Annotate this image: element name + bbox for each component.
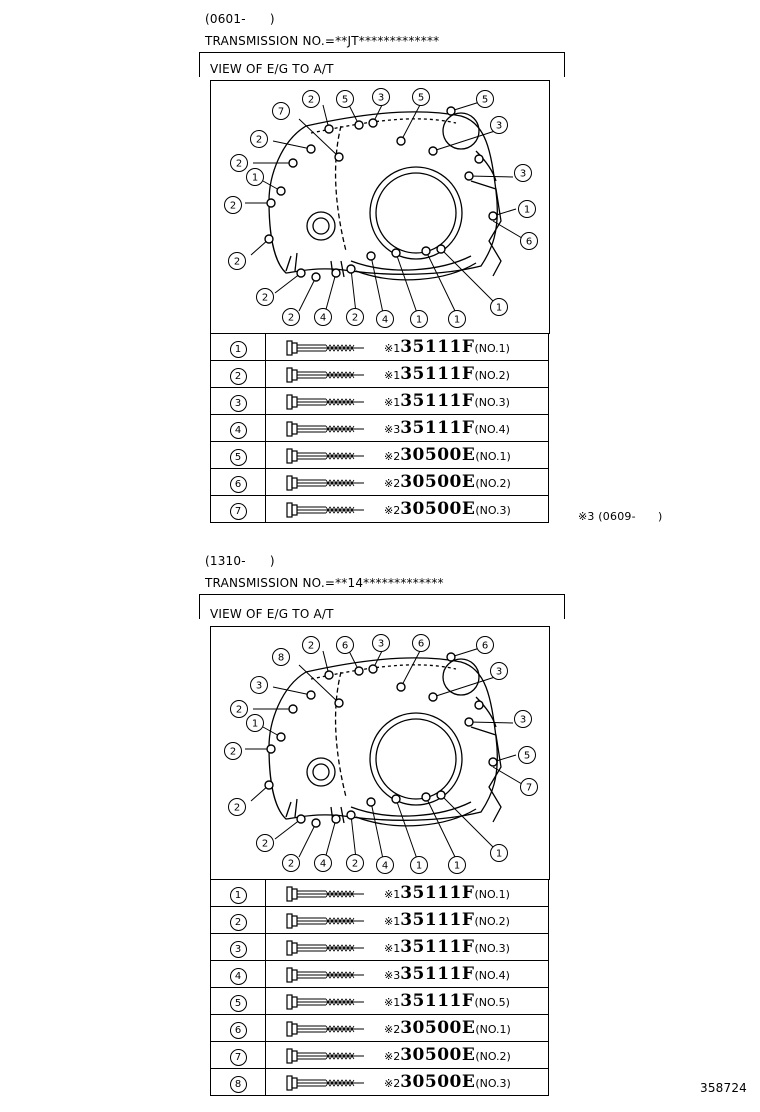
part-code bbox=[384, 1072, 511, 1092]
section1-view-title: VIEW OF E/G TO A/T bbox=[210, 62, 334, 76]
part-variant: (NO.4) bbox=[474, 423, 510, 436]
part-number: 6 bbox=[230, 1022, 247, 1039]
section1-callouts bbox=[225, 89, 538, 328]
part-cell bbox=[266, 961, 549, 988]
part-code bbox=[384, 1045, 511, 1065]
section1-callout-label: 4 bbox=[319, 312, 327, 324]
section1-callout-label: 2 bbox=[229, 200, 237, 212]
part-cell bbox=[266, 334, 549, 361]
part-variant: (NO.3) bbox=[474, 396, 510, 409]
part-number-cell bbox=[211, 907, 266, 934]
section1-callout-label: 1 bbox=[523, 204, 531, 216]
section2-callout-label: 2 bbox=[351, 858, 359, 870]
part-code-number: 35111F bbox=[400, 991, 475, 1011]
section1-callout-label: 1 bbox=[415, 314, 423, 326]
part-number: 3 bbox=[230, 395, 247, 412]
section1-callout-label: 2 bbox=[307, 94, 315, 106]
section2-callout-label: 2 bbox=[233, 802, 241, 814]
part-code bbox=[384, 1018, 511, 1038]
part-code bbox=[384, 883, 510, 903]
part-code-number: 35111F bbox=[400, 364, 475, 384]
part-code bbox=[384, 391, 510, 411]
part-row bbox=[211, 496, 549, 523]
bolt-icon bbox=[286, 967, 366, 983]
part-cell bbox=[266, 1042, 549, 1069]
section1-diagram bbox=[210, 80, 550, 334]
part-row bbox=[211, 361, 549, 388]
part-code bbox=[384, 337, 510, 357]
part-number-cell bbox=[211, 880, 266, 907]
section1-callout-label: 5 bbox=[341, 94, 349, 106]
part-variant: (NO.1) bbox=[475, 1023, 511, 1036]
part-row bbox=[211, 934, 549, 961]
part-qty: ※1 bbox=[384, 369, 401, 382]
section1-callout-label: 7 bbox=[277, 106, 285, 118]
part-row bbox=[211, 907, 549, 934]
part-variant: (NO.3) bbox=[474, 942, 510, 955]
part-qty: ※1 bbox=[384, 888, 401, 901]
part-qty: ※2 bbox=[384, 450, 401, 463]
part-number: 7 bbox=[230, 503, 247, 520]
section1-callout-label: 3 bbox=[519, 168, 527, 180]
part-row bbox=[211, 1042, 549, 1069]
part-code bbox=[384, 418, 510, 438]
bolt-icon bbox=[286, 502, 366, 518]
part-number: 2 bbox=[230, 368, 247, 385]
section1-diagram-svg bbox=[211, 81, 549, 333]
part-variant: (NO.3) bbox=[475, 1077, 511, 1090]
part-number: 4 bbox=[230, 968, 247, 985]
part-number-cell bbox=[211, 1069, 266, 1096]
section1-callout-label: 6 bbox=[525, 236, 533, 248]
bolt-icon bbox=[286, 1021, 366, 1037]
part-number: 2 bbox=[230, 914, 247, 931]
part-number-cell bbox=[211, 415, 266, 442]
part-number-cell bbox=[211, 496, 266, 523]
part-variant: (NO.4) bbox=[474, 969, 510, 982]
part-qty: ※2 bbox=[384, 1023, 401, 1036]
bolt-icon bbox=[286, 994, 366, 1010]
section2-callouts bbox=[225, 635, 538, 874]
part-qty: ※2 bbox=[384, 504, 401, 517]
part-number: 5 bbox=[230, 449, 247, 466]
bolt-icon bbox=[286, 940, 366, 956]
part-code bbox=[384, 991, 510, 1011]
part-cell bbox=[266, 496, 549, 523]
section1-parts-table bbox=[210, 333, 549, 523]
section1-date: (0601- ) bbox=[205, 12, 275, 26]
part-code-number: 35111F bbox=[400, 910, 475, 930]
part-qty: ※3 bbox=[384, 969, 401, 982]
part-code-number: 35111F bbox=[400, 937, 475, 957]
part-variant: (NO.1) bbox=[474, 342, 510, 355]
section2-callout-label: 1 bbox=[495, 848, 503, 860]
part-variant: (NO.2) bbox=[475, 1050, 511, 1063]
section2-callout-label: 4 bbox=[381, 860, 389, 872]
section2-callout-label: 6 bbox=[341, 640, 349, 652]
part-row bbox=[211, 388, 549, 415]
section2-date: (1310- ) bbox=[205, 554, 275, 568]
section2-callout-label: 2 bbox=[229, 746, 237, 758]
part-qty: ※2 bbox=[384, 477, 401, 490]
part-row bbox=[211, 469, 549, 496]
section1-callout-label: 5 bbox=[417, 92, 425, 104]
bolt-icon bbox=[286, 1075, 366, 1091]
part-variant: (NO.1) bbox=[475, 450, 511, 463]
bolt-icon bbox=[286, 1048, 366, 1064]
part-number-cell bbox=[211, 334, 266, 361]
part-qty: ※1 bbox=[384, 342, 401, 355]
section1-callout-label: 2 bbox=[233, 256, 241, 268]
part-cell bbox=[266, 361, 549, 388]
part-number-cell bbox=[211, 961, 266, 988]
part-number: 6 bbox=[230, 476, 247, 493]
section2-parts-table bbox=[210, 879, 549, 1096]
section2-callout-label: 5 bbox=[523, 750, 531, 762]
part-number-cell bbox=[211, 442, 266, 469]
section1-note: ※3 (0609- ) bbox=[578, 510, 663, 523]
part-row bbox=[211, 988, 549, 1015]
part-code-number: 30500E bbox=[400, 445, 476, 465]
part-code-number: 30500E bbox=[400, 1072, 476, 1092]
part-number-cell bbox=[211, 1042, 266, 1069]
part-code-number: 30500E bbox=[400, 1018, 476, 1038]
catalog-id: 358724 bbox=[700, 1081, 748, 1095]
bolt-icon bbox=[286, 394, 366, 410]
part-row bbox=[211, 334, 549, 361]
section2-callout-label: 8 bbox=[277, 652, 285, 664]
part-qty: ※2 bbox=[384, 1050, 401, 1063]
part-number: 7 bbox=[230, 1049, 247, 1066]
section1-callout-label: 5 bbox=[481, 94, 489, 106]
section1-callout-label: 3 bbox=[377, 92, 385, 104]
part-code bbox=[384, 910, 510, 930]
part-row bbox=[211, 415, 549, 442]
section2-callout-label: 2 bbox=[287, 858, 295, 870]
part-cell bbox=[266, 988, 549, 1015]
part-code bbox=[384, 964, 510, 984]
part-variant: (NO.2) bbox=[474, 369, 510, 382]
bolt-icon bbox=[286, 367, 366, 383]
bolt-icon bbox=[286, 421, 366, 437]
part-code-number: 35111F bbox=[400, 883, 475, 903]
part-code-number: 35111F bbox=[400, 964, 475, 984]
section2-callout-label: 6 bbox=[481, 640, 489, 652]
part-row bbox=[211, 1015, 549, 1042]
part-row bbox=[211, 442, 549, 469]
section2-view-title: VIEW OF E/G TO A/T bbox=[210, 607, 334, 621]
section2-callout-label: 6 bbox=[417, 638, 425, 650]
part-number: 5 bbox=[230, 995, 247, 1012]
section1-transmission-no: TRANSMISSION NO.=**JT************* bbox=[205, 34, 440, 48]
section1-callout-label: 4 bbox=[381, 314, 389, 326]
bolt-icon bbox=[286, 448, 366, 464]
part-number-cell bbox=[211, 934, 266, 961]
section2-callout-label: 3 bbox=[255, 680, 263, 692]
part-row bbox=[211, 880, 549, 907]
section2-callout-label: 2 bbox=[261, 838, 269, 850]
section1-callout-label: 3 bbox=[495, 120, 503, 132]
section2-callout-label: 7 bbox=[525, 782, 533, 794]
part-cell bbox=[266, 469, 549, 496]
section2-diagram bbox=[210, 626, 550, 880]
section2-diagram-svg bbox=[211, 627, 549, 879]
part-code-number: 30500E bbox=[400, 499, 476, 519]
part-cell bbox=[266, 1015, 549, 1042]
part-number: 1 bbox=[230, 887, 247, 904]
section1-callout-label: 2 bbox=[287, 312, 295, 324]
section2-callout-label: 2 bbox=[235, 704, 243, 716]
part-row bbox=[211, 1069, 549, 1096]
part-number: 4 bbox=[230, 422, 247, 439]
part-cell bbox=[266, 415, 549, 442]
bolt-icon bbox=[286, 913, 366, 929]
part-qty: ※1 bbox=[384, 915, 401, 928]
part-code bbox=[384, 445, 511, 465]
part-variant: (NO.2) bbox=[474, 915, 510, 928]
part-code bbox=[384, 937, 510, 957]
section2-callout-label: 1 bbox=[415, 860, 423, 872]
bolt-icon bbox=[286, 340, 366, 356]
part-code bbox=[384, 472, 511, 492]
part-variant: (NO.3) bbox=[475, 504, 511, 517]
section2-callout-label: 3 bbox=[519, 714, 527, 726]
part-number: 3 bbox=[230, 941, 247, 958]
bolt-icon bbox=[286, 475, 366, 491]
part-variant: (NO.1) bbox=[474, 888, 510, 901]
section2-callout-label: 2 bbox=[307, 640, 315, 652]
section1-callout-label: 1 bbox=[495, 302, 503, 314]
part-code bbox=[384, 499, 511, 519]
part-cell bbox=[266, 388, 549, 415]
part-qty: ※1 bbox=[384, 396, 401, 409]
bolt-icon bbox=[286, 886, 366, 902]
part-qty: ※2 bbox=[384, 1077, 401, 1090]
part-variant: (NO.2) bbox=[475, 477, 511, 490]
part-number-cell bbox=[211, 469, 266, 496]
part-variant: (NO.5) bbox=[474, 996, 510, 1009]
part-cell bbox=[266, 442, 549, 469]
part-number: 8 bbox=[230, 1076, 247, 1093]
part-code-number: 30500E bbox=[400, 1045, 476, 1065]
section2-transmission-no: TRANSMISSION NO.=**14************* bbox=[205, 576, 444, 590]
part-number-cell bbox=[211, 361, 266, 388]
part-qty: ※1 bbox=[384, 996, 401, 1009]
section2-callout-label: 3 bbox=[495, 666, 503, 678]
part-code bbox=[384, 364, 510, 384]
part-code-number: 30500E bbox=[400, 472, 476, 492]
part-number-cell bbox=[211, 988, 266, 1015]
section1-callout-label: 2 bbox=[351, 312, 359, 324]
section2-callout-label: 4 bbox=[319, 858, 327, 870]
part-qty: ※3 bbox=[384, 423, 401, 436]
section2-callout-label: 1 bbox=[251, 718, 259, 730]
part-cell bbox=[266, 934, 549, 961]
part-cell bbox=[266, 880, 549, 907]
part-cell bbox=[266, 1069, 549, 1096]
part-number-cell bbox=[211, 388, 266, 415]
part-code-number: 35111F bbox=[400, 337, 475, 357]
section1-callout-label: 2 bbox=[261, 292, 269, 304]
section2-callout-label: 1 bbox=[453, 860, 461, 872]
part-row bbox=[211, 961, 549, 988]
section2-callout-label: 3 bbox=[377, 638, 385, 650]
part-number: 1 bbox=[230, 341, 247, 358]
part-cell bbox=[266, 907, 549, 934]
section1-callout-label: 2 bbox=[255, 134, 263, 146]
part-code-number: 35111F bbox=[400, 391, 475, 411]
section1-callout-label: 2 bbox=[235, 158, 243, 170]
section1-callout-label: 1 bbox=[453, 314, 461, 326]
part-qty: ※1 bbox=[384, 942, 401, 955]
section1-callout-label: 1 bbox=[251, 172, 259, 184]
part-number-cell bbox=[211, 1015, 266, 1042]
part-code-number: 35111F bbox=[400, 418, 475, 438]
